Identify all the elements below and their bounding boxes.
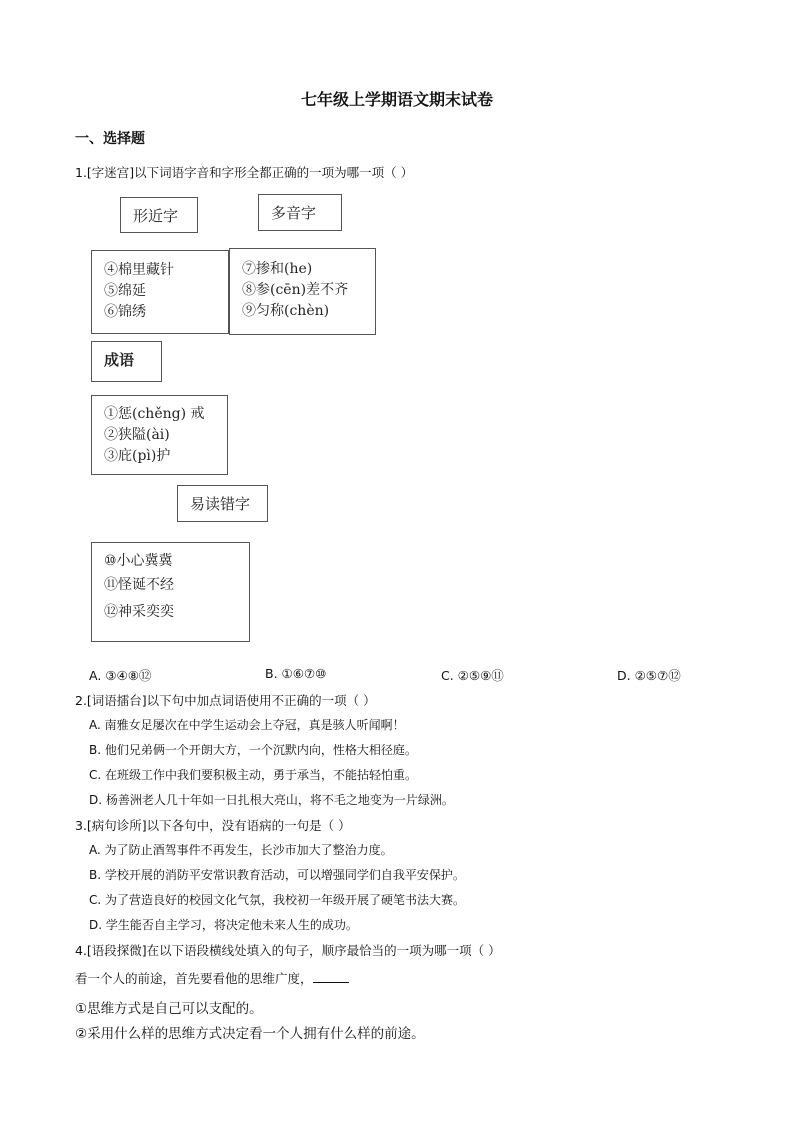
diagram-item: ①惩(chěng) 戒 [104, 406, 205, 422]
q1-choice-c[interactable]: C. ②⑤⑨⑪ [441, 668, 504, 683]
diagram-label: 易读错字 [190, 495, 251, 513]
q1-choice-a[interactable]: A. ③④⑧⑫ [89, 668, 152, 683]
diagram-item: ⑦掺和(he) [242, 261, 313, 277]
q3-option-b[interactable]: B. 学校开展的消防平安常识教育活动，可以增强同学们自我平安保护。 [89, 868, 465, 882]
diagram-item: ⑫神采奕奕 [104, 604, 174, 620]
q2-option-b[interactable]: B. 他们兄弟俩一个开朗大方，一个沉默内向，性格大相径庭。 [89, 743, 417, 757]
diagram-box-yidu-group [91, 542, 250, 642]
fill-blank [313, 981, 349, 983]
diagram-item: ②狭隘(ài) [104, 427, 170, 443]
diagram-label: 成语 [104, 351, 135, 369]
diagram-label: 多音字 [271, 204, 317, 222]
diagram-item: ⑪怪诞不经 [104, 577, 174, 593]
page-title: 七年级上学期语文期末试卷 [300, 90, 493, 109]
diagram-box-xingjin-group [91, 250, 229, 334]
q1-choice-b[interactable]: B. ①⑥⑦⑩ [265, 666, 327, 681]
q2-option-c[interactable]: C. 在班级工作中我们要积极主动，勇于承当，不能拈轻怕重。 [89, 768, 418, 782]
diagram-item: ⑤绵延 [104, 283, 146, 299]
section-heading: 一、选择题 [75, 131, 145, 147]
q4-passage [75, 969, 349, 987]
q4-passage-text: 看一个人的前途，首先要看他的思维广度， [75, 971, 313, 986]
question-1-stem: 1.[字迷宫]以下词语字音和字形全都正确的一项为哪一项（ ） [75, 165, 414, 180]
question-4-stem: 4.[语段探微]在以下语段横线处填入的句子，顺序最恰当的一项为哪一项（ ） [75, 943, 501, 958]
diagram-item: ⑥锦绣 [104, 304, 146, 320]
q3-option-a[interactable]: A. 为了防止酒驾事件不再发生，长沙市加大了整治力度。 [89, 843, 393, 857]
diagram-item: ⑩小心冀冀 [104, 553, 173, 569]
question-3-stem: 3.[病句诊所]以下各句中，没有语病的一句是（ ） [75, 818, 351, 833]
q1-choice-d[interactable]: D. ②⑤⑦⑫ [617, 668, 681, 683]
diagram-box-chengyu-heading [91, 341, 162, 382]
diagram-box-duoyin-heading [258, 194, 342, 231]
q3-option-d[interactable]: D. 学生能否自主学习，将决定他未来人生的成功。 [89, 918, 358, 932]
diagram-box-yidu-heading [177, 485, 268, 522]
diagram-box-chengyu-group [91, 395, 228, 475]
q2-option-d[interactable]: D. 杨善洲老人几十年如一日扎根大亮山，将不毛之地变为一片绿洲。 [89, 793, 454, 807]
diagram-box-duoyin-group [229, 248, 376, 335]
diagram-item: ④棉里藏针 [104, 262, 174, 278]
q2-option-a[interactable]: A. 南雅女足屡次在中学生运动会上夺冠，真是骇人听闻啊！ [89, 718, 405, 732]
diagram-box-xingjin-heading [120, 197, 198, 233]
diagram-item: ③庇(pì)护 [104, 448, 171, 464]
diagram-item: ⑨匀称(chèn) [242, 303, 330, 319]
question-2-stem: 2.[词语擂台]以下句中加点词语使用不正确的一项（ ） [75, 693, 376, 708]
q4-item-1: ①思维方式是自己可以支配的。 [75, 1001, 263, 1017]
q3-option-c[interactable]: C. 为了营造良好的校园文化气氛，我校初一年级开展了硬笔书法大赛。 [89, 893, 466, 907]
diagram-label: 形近字 [133, 207, 179, 225]
diagram-item: ⑧参(cēn)差不齐 [242, 282, 349, 298]
q4-item-2: ②采用什么样的思维方式决定看一个人拥有什么样的前途。 [75, 1026, 425, 1042]
